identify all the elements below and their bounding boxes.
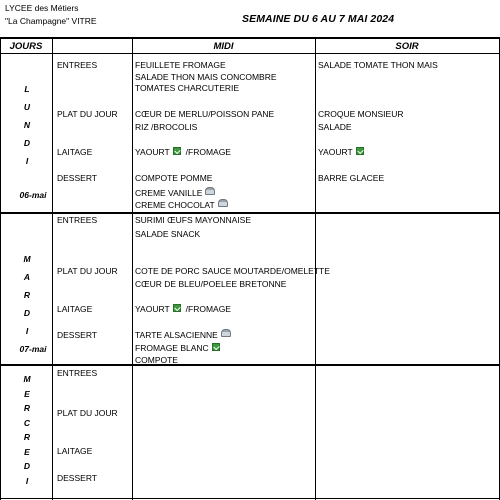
day-name-wednesday: M E R C R E D I [23,374,31,486]
category-dessert: DESSERT [57,173,97,183]
organic-label-icon [356,147,364,155]
week-title: SEMAINE DU 6 AU 7 MAI 2024 [242,13,395,25]
category-entrees: ENTREES [57,368,98,378]
category-entrees: ENTREES [57,60,98,70]
day-date: 07-mai [19,344,47,354]
menu-item: RIZ /BROCOLIS [135,122,198,132]
grid-day-divider [0,364,500,366]
menu-item: FROMAGE BLANC [135,343,225,354]
menu-item: CŒUR DE BLEU/POELEE BRETONNE [135,279,287,289]
menu-item: SALADE THON MAIS CONCOMBRE TOMATES CHARCUTERIE [135,72,277,93]
category-laitage: LAITAGE [57,147,93,157]
menu-item: COTE DE PORC SAUCE MOUTARDE/OMELETTE [135,266,330,276]
category-entrees: ENTREES [57,215,98,225]
column-header-days: JOURS [9,41,43,52]
menu-item: FEUILLETE FROMAGE [135,60,226,70]
grid-left-border [0,37,1,500]
school-name: LYCEE des Métiers [5,3,79,13]
grid-bottom-border [0,498,500,499]
menu-item: CŒUR DE MERLU/POISSON PANE [135,109,275,119]
menu-item: YAOURT /FROMAGE [135,147,231,157]
category-plat: PLAT DU JOUR [57,266,118,276]
organic-label-icon [173,304,181,312]
menu-item: CROQUE MONSIEUR [318,109,404,119]
menu-item: SALADE [318,122,352,132]
grid-day-divider [0,212,500,214]
menu-item: SURIMI ŒUFS MAYONNAISE [135,215,252,225]
category-laitage: LAITAGE [57,304,93,314]
menu-item: BARRE GLACEE [318,173,385,183]
menu-item: SALADE SNACK [135,229,201,239]
menu-item: SALADE TOMATE THON MAIS [318,60,438,70]
menu-item: COMPOTE POMME [135,173,213,183]
menu-item: TARTE ALSACIENNE [135,330,236,341]
homemade-pot-icon [218,199,228,207]
grid-col-divider [132,37,133,500]
homemade-pot-icon [205,187,215,195]
column-header-soir: SOIR [395,41,419,52]
category-plat: PLAT DU JOUR [57,408,118,418]
grid-header-border [0,53,500,54]
menu-item: COMPOTE [135,355,178,365]
category-plat: PLAT DU JOUR [57,109,118,119]
grid-col-divider [52,37,53,500]
menu-item: YAOURT [318,147,369,158]
menu-item: YAOURT /FROMAGE [135,304,231,314]
homemade-pot-icon [221,329,231,337]
day-date: 06-mai [19,190,47,200]
column-header-midi: MIDI [213,41,234,52]
category-laitage: LAITAGE [57,446,93,456]
organic-label-icon [212,343,220,351]
category-dessert: DESSERT [57,330,97,340]
grid-top-border [0,37,500,39]
menu-item: CREME VANILLE [135,188,220,199]
menu-item: CREME CHOCOLAT [135,200,233,211]
category-dessert: DESSERT [57,473,97,483]
school-campus: "La Champagne" VITRE [5,16,97,26]
day-name-tuesday: M A R D I [23,254,31,336]
day-name-monday: L U N D I [23,84,31,166]
organic-label-icon [173,147,181,155]
